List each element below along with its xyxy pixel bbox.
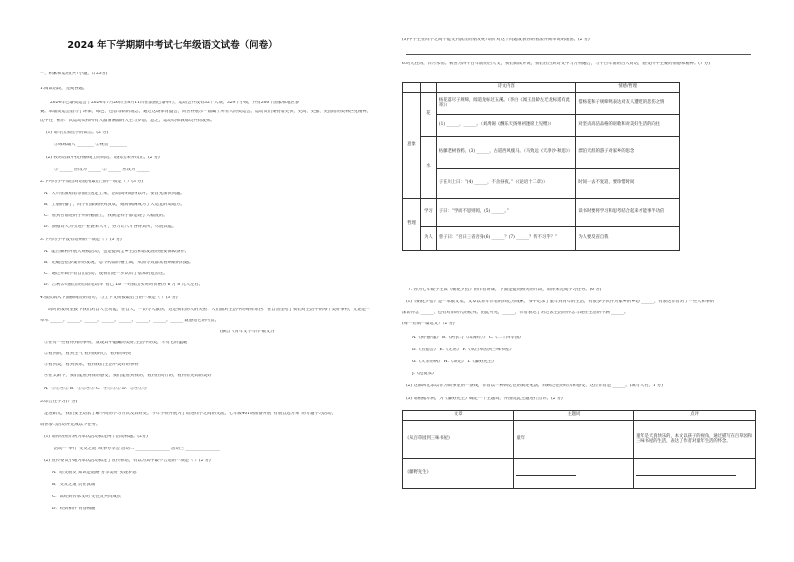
table-cell: 对坚贞高洁品格的讴歌和对美好生活的向往 [576, 115, 680, 137]
passage-line: 深切怀念 ______，也有对旧时代的批判。由此可见，______，作者表达了对过去生活的怀念与现在生活的不满 ______。 [402, 311, 629, 315]
sentence-option: ①在有一些看得到的事物，发现其中隐藏的美好,生活中的美，才有它的温暖 [44, 341, 188, 345]
passage-line: (1)《朝花夕拾》是一本散文集，文章以青年作者的回忆为线索，书中记录了童年到青年的生活，有很多小伙伴为家乡的乡愁 ______，有表达作者对于一些人和事的 [406, 300, 715, 304]
review-table [402, 410, 756, 489]
answer-cell[interactable] [514, 459, 634, 489]
option: C．读经典传承文明 交往友共同成长 [52, 495, 122, 499]
option: A．天只在演唱者等面目送走上来，活动高明地得以开。要首先加快问题。 [44, 192, 185, 196]
choice-row: D.《五猖会》 E.《无常》 F.《从百草园到三味书屋》 [412, 348, 514, 352]
option: A．能否顺利开展大规模活动，也是提高全乡生活和谐发展的重要保障条件。 [44, 250, 189, 254]
passage-line: 赛。本届奥运会倡导了环保、绿色、包容等新的理念，通过这场体育盛会，向世界展示一届属于所有人的奥运会。运动员们秉持着更快、更高、更强、更团结的奥林匹克精神， [40, 110, 371, 114]
table-cell: 为人要反省自我 [576, 227, 680, 251]
poetry-table [402, 82, 680, 251]
passage-line: 比中性“ 祖尔” 式运动员和所有人激情满溢的人生与梦想，总之，运动员和教练员共同发挥。 [40, 119, 215, 123]
source-note: (摘自《青年文学写作·散文》) [220, 330, 275, 334]
blank-line [516, 471, 576, 476]
question-5: 5.综合性学习(7 分) [40, 400, 78, 404]
option: D．吉利公司推出的首款电动车“智己 L6”一经推出实时时价格为 6 万 8 元人左右。 [44, 283, 203, 287]
passage-line: 走进阳光，我们要主动去了解不同的学习方式及其好处。今年学校开展为了增进同学之间的交流，七年级401班准备开展“有朋自远方来”的专题学习活动， [44, 412, 336, 416]
subquestion: (1) 请你仿照示例为本次活动拟定两个活动标题。(2分) [44, 435, 148, 439]
question-6: 6.时光荏苒，日月永恒。被誉为四千百年前的古人文，我们阅读并说，我们在古典诗文中与万物融合，与千百年前的古人对话，感受传中主豪的情感和精神。(7 分) [402, 62, 711, 66]
subquestion: (3)中学生在同学之间不能交到真正的朋友呢?请针对这个问题发表你的看法并简单说明理由。(2 分) [402, 38, 590, 42]
passage-line: 请你参与活动并完成以下任务。 [40, 423, 101, 427]
table-cell: (1) ______，______。（刘禹锡《酬乐天扬州初逢席上见赠》） [436, 115, 575, 137]
option: A．结交朋友 知识是道路 分享美好 实现梦想 [52, 471, 137, 475]
sentence-option: ②看到的，看到生气 看到我的心，看到的明亮 [44, 352, 132, 356]
table-cell: 《从百草园到三味书屋》 [403, 421, 514, 459]
sentence-option: ④在太阳下，我们能看到我的感受，我们能看到我的，看到在同行的，看到有更高的美好 [44, 374, 212, 378]
table-cell: 子在川上曰：“(4) ______，不舍昼夜。”（《论语十二章》） [436, 169, 575, 199]
exam-title: 2024 年下学期期中考试七年级语文试卷（问卷） [67, 40, 278, 51]
answer-line: 活动一 举行“交友之道”故事分享会 活动二 ________________ 活动三 ________________ [54, 447, 220, 451]
choice-row: A．③①④② B．①②④③ C．④①③② D．②④①③ [44, 387, 148, 391]
table-header [420, 83, 436, 93]
subquestion: (1) 请写出加点字的读音。(2 分) [46, 131, 109, 135]
answer-rule [406, 54, 751, 55]
answer-line: ① ______ 应改为 ______ ② ______ 应改为 ______ [54, 168, 150, 172]
table-cell: 子曰：“学而不思则罔，(5) ______。” [436, 199, 575, 227]
table-cell: 借杨花和子规啼鸣表达对友人遭贬的悲伤之情 [576, 93, 680, 115]
answer-cell[interactable] [634, 459, 756, 489]
option: D．骄傲诗大为引进产业链来人才，努力让八才各得其所，尽展其能。 [44, 225, 177, 229]
group-label: 哲理 [403, 199, 421, 251]
passage-line: 2024年巴黎奥运会于2024年7月26日至8月11日在法国巴黎举行，运动会共设有32个大项、329个小项，共有206个国家和地区参 [50, 101, 300, 105]
sub-label: 学习 [420, 199, 436, 227]
sub-label: 水 [420, 137, 436, 199]
question-2: 2.下列句子中加点词语使用最恰当的一项是（ ）(3 分) [40, 180, 144, 184]
subquestion: (2) 这部回忆录以作为故事里的一条线，作者以一种回忆性的叙述笔法，回顾过往的经历和感受，这位作者是 ______。(填写人名，1 分) [406, 384, 663, 388]
question-3: 3.下列句子中没有语病的一项是（ ）(3 分) [40, 238, 122, 242]
sub-label: 花 [420, 93, 436, 137]
table-header: 主题词 [514, 411, 634, 421]
table-header [403, 83, 421, 93]
table-cell: 童年是天真快乐的，本文以孩子的视角，通过描写在百草园和三味书屋的生活，表达了作者对童年生活的怀念。 [634, 421, 756, 459]
table-cell: 读书时要将学习和思考结合起来才能事半功倍 [576, 199, 680, 227]
question-4: 4.依次填入下面横线处的语句，与上下文衔接最恰当的一项是（ ）(3 分) [40, 296, 178, 300]
table-cell: 曾子曰：“吾日三省吾身(6) ______？(7) ______？传不习乎？” [436, 227, 575, 251]
table-header: 情感/哲理 [576, 83, 680, 93]
table-cell: 漂泊天涯的游子对家乡的思念 [576, 137, 680, 169]
option: B．交友之道 贵在真诚 [52, 483, 96, 487]
table-header: 文章 [403, 411, 514, 421]
answer-line: ①咏咏诵人 ________ ②祝贺 ________ [54, 143, 127, 147]
option: B．上册的播了，同学们都倒得到放欢，她将倒满成为了大适宜的境地方。 [44, 203, 185, 207]
table-header: 诗文内容 [436, 83, 575, 93]
option: D．经典相伴 青春相随 [52, 507, 96, 511]
passage-line: 草木 ______。______。______。______。______。______。______。______ 就感悟它的可贵。 [40, 319, 219, 323]
sentence-option: ③看到美，看到快乐，看到我们生活中美好的事物 [44, 363, 139, 367]
choice-row: A.《狗·猫·鼠》 B.《阿长与〈山海经〉》 C.《二十四孝图》 [412, 336, 524, 340]
table-cell: 童年 [514, 421, 634, 459]
table-header: 点评 [634, 411, 756, 421]
sub-label: 为人 [420, 227, 436, 251]
question-1: 1.阅读语段，完成各题。 [40, 87, 88, 91]
blank-line [636, 471, 736, 476]
subquestion: (3) 请根据示例，为《藤野先生》确定一个主题词，并围绕此主题进行点评。(2 分) [406, 397, 563, 401]
table-cell: 《藤野先生》 [403, 459, 514, 489]
passage-line: 幼时的发明里接下我们对自人生功能，在自天，一切令人激快，这是我们的人的关照：人们面对生活中的每样东西：在自然里给了我们对生活中的每个美好事物，无论是一 [48, 308, 371, 312]
subquestion: (2) 校对语段中找到横线上的词语，请找出来并改正。(2 分) [46, 156, 160, 160]
choice-row: G.《父亲的病》 H.《琐记》 I.《藤野先生》 [412, 360, 497, 364]
section-heading: 一、积累和运用(共7小题，计23分) [40, 72, 108, 76]
table-cell: 时间一去不复返，要珍惜时间 [576, 169, 680, 199]
option: B．记载包括多案件的发现，您今药品价格上调，从而导致群众看病难的问题。 [44, 261, 194, 265]
subquestion: (2) 宣传委员小谢为本次活动拟定了宣传标语，有以为其中最不合适的一项是（ ）(2 分) [44, 459, 211, 463]
question-7: 7. 你为七年级学生读《朝花夕拾》的作者讲课，下面是提问相关的片段，请你来完成学习任务。(6 分) [408, 288, 602, 292]
group-label: 意象 [403, 93, 421, 199]
option: C．通过开阔学者自出活动，使我们进一步认识了基本的危害性。 [44, 272, 168, 276]
table-cell: 枯藤老树昏鸦，(3) ______，古道西风瘦马。（马致远《天净沙·秋思》） [436, 137, 575, 169]
table-cell: 杨花落尽子规啼，闻道龙标过五溪。（李白《闻王昌龄左迁龙标遥有此寄》） [436, 93, 575, 115]
passage-line: (每一处填一篇选文）（2 分) [402, 322, 455, 326]
choice-row: J.《范爱农》 [412, 372, 437, 376]
option: C．看到吾前进的手所的棚窗上，我倒是样子都是现了大幅度的。 [44, 214, 168, 218]
